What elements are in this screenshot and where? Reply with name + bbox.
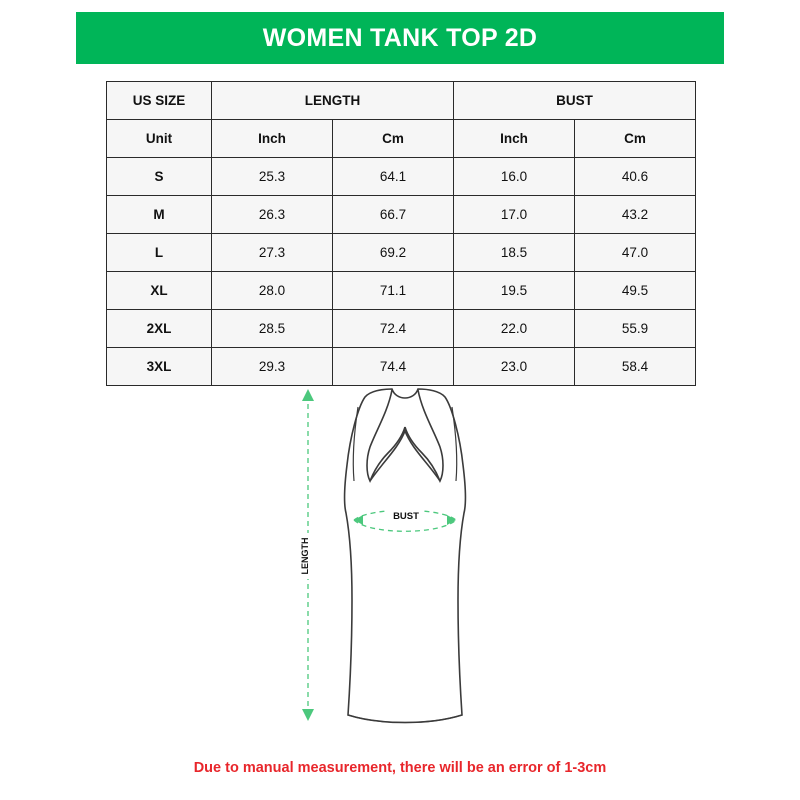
row-bust-cm: 40.6: [575, 158, 696, 196]
row-length-cm: 66.7: [333, 196, 454, 234]
length-measurement-guide: [300, 389, 316, 721]
row-length-cm: 69.2: [333, 234, 454, 272]
row-bust-cm: 43.2: [575, 196, 696, 234]
row-size: XL: [107, 272, 212, 310]
row-bust-cm: 47.0: [575, 234, 696, 272]
measurement-disclaimer: Due to manual measurement, there will be an error of 1-3cm: [193, 760, 607, 776]
row-bust-inch: 23.0: [454, 348, 575, 386]
unit-length-inch: Inch: [212, 120, 333, 158]
page-title: WOMEN TANK TOP 2D: [262, 23, 538, 52]
row-length-cm: 74.4: [333, 348, 454, 386]
row-length-inch: 26.3: [212, 196, 333, 234]
table-row: [107, 234, 696, 272]
row-bust-cm: 55.9: [575, 310, 696, 348]
tank-top-illustration: [270, 385, 540, 740]
table-row: [107, 272, 696, 310]
row-length-cm: 72.4: [333, 310, 454, 348]
table-row: [107, 196, 696, 234]
table-unit-row: [107, 120, 696, 158]
row-length-inch: 28.0: [212, 272, 333, 310]
header-bust: BUST: [454, 82, 696, 120]
table-group-header-row: [107, 82, 696, 120]
header-length: LENGTH: [212, 82, 454, 120]
row-length-inch: 25.3: [212, 158, 333, 196]
bust-label: BUST: [393, 511, 419, 522]
row-size: M: [107, 196, 212, 234]
row-length-inch: 28.5: [212, 310, 333, 348]
row-bust-inch: 22.0: [454, 310, 575, 348]
table-row: [107, 158, 696, 196]
tank-top-icon: [345, 389, 466, 723]
row-size: 2XL: [107, 310, 212, 348]
row-size: 3XL: [107, 348, 212, 386]
unit-bust-inch: Inch: [454, 120, 575, 158]
table-row: [107, 310, 696, 348]
row-size: L: [107, 234, 212, 272]
row-bust-cm: 58.4: [575, 348, 696, 386]
row-length-inch: 27.3: [212, 234, 333, 272]
row-length-inch: 29.3: [212, 348, 333, 386]
row-bust-inch: 18.5: [454, 234, 575, 272]
row-bust-inch: 16.0: [454, 158, 575, 196]
row-length-cm: 71.1: [333, 272, 454, 310]
row-length-cm: 64.1: [333, 158, 454, 196]
size-table: [106, 81, 696, 386]
row-bust-cm: 49.5: [575, 272, 696, 310]
page-title-banner: [76, 12, 724, 64]
row-size: S: [107, 158, 212, 196]
header-us-size: US SIZE: [107, 82, 212, 120]
unit-length-cm: Cm: [333, 120, 454, 158]
length-label: LENGTH: [300, 537, 310, 575]
unit-label: Unit: [107, 120, 212, 158]
row-bust-inch: 17.0: [454, 196, 575, 234]
row-bust-inch: 19.5: [454, 272, 575, 310]
unit-bust-cm: Cm: [575, 120, 696, 158]
size-table-container: [106, 81, 695, 386]
table-row: [107, 348, 696, 386]
